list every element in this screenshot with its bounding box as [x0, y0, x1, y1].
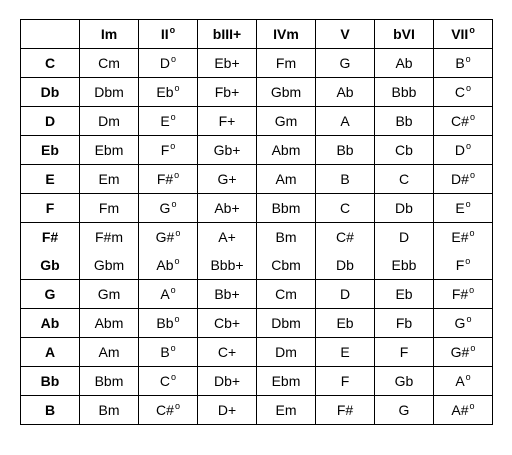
- chord-cell: [139, 107, 198, 136]
- chord-cell: G: [316, 49, 375, 78]
- chord-cell: [434, 251, 493, 280]
- key-cell: C: [21, 49, 80, 78]
- chord-cell: [434, 194, 493, 223]
- chord-cell: Dm: [80, 107, 139, 136]
- chord-cell: Ab: [375, 49, 434, 78]
- degree-header: [434, 20, 493, 49]
- diminished-symbol: o: [175, 228, 181, 238]
- chord-cell: D: [375, 223, 434, 252]
- chord-cell: Gm: [257, 107, 316, 136]
- chord-cell: C: [316, 194, 375, 223]
- degree-header: bVI: [375, 20, 434, 49]
- diminished-symbol: o: [465, 256, 471, 266]
- table-row: [21, 367, 493, 396]
- chord-cell: F#: [316, 396, 375, 425]
- chord-name: C#: [156, 402, 174, 418]
- chord-cell: [434, 280, 493, 309]
- chord-name: D: [454, 142, 466, 158]
- chord-cell: Em: [257, 396, 316, 425]
- chord-cell: [139, 396, 198, 425]
- chord-cell: C+: [198, 338, 257, 367]
- chord-name: F: [160, 142, 170, 158]
- diminished-symbol: o: [174, 83, 180, 93]
- table-row: [21, 136, 493, 165]
- degree-header: bIII+: [198, 20, 257, 49]
- chord-name: Bb: [156, 315, 174, 331]
- table-row: [21, 165, 493, 194]
- diminished-symbol: o: [466, 83, 472, 93]
- key-cell: B: [21, 396, 80, 425]
- chord-cell: Ebb: [375, 251, 434, 280]
- chord-cell: Bbb+: [198, 251, 257, 280]
- diminished-symbol: o: [174, 314, 180, 324]
- chord-cell: F#m: [80, 223, 139, 252]
- table-row: [21, 223, 493, 252]
- chord-cell: Gbm: [257, 78, 316, 107]
- chord-cell: Eb: [375, 280, 434, 309]
- chord-cell: Ebm: [257, 367, 316, 396]
- chord-cell: [434, 136, 493, 165]
- chord-cell: Bm: [80, 396, 139, 425]
- chord-name: G: [159, 200, 171, 216]
- chord-cell: [139, 251, 198, 280]
- chord-cell: C: [375, 165, 434, 194]
- table-row: [21, 280, 493, 309]
- chord-name: G: [454, 315, 466, 331]
- key-cell: Gb: [21, 251, 80, 280]
- chord-cell: E: [316, 338, 375, 367]
- diminished-symbol: o: [465, 199, 471, 209]
- chord-cell: Ab: [316, 78, 375, 107]
- chord-cell: F: [316, 367, 375, 396]
- chord-cell: Dm: [257, 338, 316, 367]
- table-row: [21, 338, 493, 367]
- chord-cell: Db: [316, 251, 375, 280]
- diminished-symbol: o: [469, 401, 475, 411]
- diminished-symbol: o: [465, 54, 471, 64]
- diminished-symbol: o: [469, 170, 475, 180]
- chord-name: E#: [451, 229, 469, 245]
- chord-name: D: [159, 55, 171, 71]
- chord-cell: Em: [80, 165, 139, 194]
- chord-cell: Bb: [316, 136, 375, 165]
- chord-cell: Fm: [80, 194, 139, 223]
- chord-cell: Cb: [375, 136, 434, 165]
- chord-cell: [434, 396, 493, 425]
- chord-cell: [139, 338, 198, 367]
- header-corner-cell: [21, 20, 80, 49]
- diminished-symbol: o: [171, 199, 177, 209]
- chord-name: A#: [451, 402, 469, 418]
- chord-cell: Bb: [375, 107, 434, 136]
- table-row: [21, 396, 493, 425]
- chord-cell: B: [316, 165, 375, 194]
- key-cell: F: [21, 194, 80, 223]
- chord-name: II: [160, 26, 169, 42]
- degree-header: V: [316, 20, 375, 49]
- table-row: [21, 309, 493, 338]
- chord-name: F#: [451, 286, 469, 302]
- key-cell: Ab: [21, 309, 80, 338]
- chord-name: VII: [451, 26, 469, 42]
- chord-name: B: [455, 55, 465, 71]
- diminished-symbol: o: [174, 170, 180, 180]
- key-cell: G: [21, 280, 80, 309]
- key-cell: F#: [21, 223, 80, 252]
- chord-name: C#: [451, 113, 469, 129]
- chord-cell: Cbm: [257, 251, 316, 280]
- chord-cell: F: [375, 338, 434, 367]
- chord-cell: [139, 309, 198, 338]
- chord-cell: D: [316, 280, 375, 309]
- chord-cell: Gm: [80, 280, 139, 309]
- chord-cell: Fb+: [198, 78, 257, 107]
- chord-cell: Bb+: [198, 280, 257, 309]
- diminished-symbol: o: [170, 285, 176, 295]
- diminished-symbol: o: [469, 25, 475, 35]
- diminished-symbol: o: [170, 141, 176, 151]
- diminished-symbol: o: [469, 285, 475, 295]
- chord-name: D#: [451, 171, 469, 187]
- diminished-symbol: o: [470, 343, 476, 353]
- chord-cell: [139, 78, 198, 107]
- degree-header: IVm: [257, 20, 316, 49]
- chord-name: F: [455, 257, 465, 273]
- key-cell: Eb: [21, 136, 80, 165]
- diminished-symbol: o: [171, 54, 177, 64]
- header-row: [21, 20, 493, 49]
- chord-cell: Gb+: [198, 136, 257, 165]
- chord-name: Ab: [156, 257, 174, 273]
- chord-name: B: [160, 344, 170, 360]
- chord-cell: [434, 223, 493, 252]
- chord-cell: [434, 338, 493, 367]
- diminished-symbol: o: [465, 372, 471, 382]
- chord-cell: Abm: [257, 136, 316, 165]
- chord-cell: [434, 165, 493, 194]
- chord-cell: Bm: [257, 223, 316, 252]
- diminished-symbol: o: [174, 401, 180, 411]
- chord-cell: [434, 367, 493, 396]
- chord-cell: [139, 367, 198, 396]
- key-cell: E: [21, 165, 80, 194]
- chord-cell: Cm: [80, 49, 139, 78]
- chord-name: E: [455, 200, 465, 216]
- chord-cell: C#: [316, 223, 375, 252]
- chord-cell: [139, 223, 198, 252]
- chord-cell: [139, 165, 198, 194]
- chord-cell: [139, 136, 198, 165]
- chord-cell: Eb: [316, 309, 375, 338]
- chord-cell: Gbm: [80, 251, 139, 280]
- chord-name: E: [160, 113, 170, 129]
- chord-cell: Fm: [257, 49, 316, 78]
- chord-cell: G+: [198, 165, 257, 194]
- chord-cell: [139, 280, 198, 309]
- chord-cell: [434, 49, 493, 78]
- chord-cell: Fb: [375, 309, 434, 338]
- key-cell: Bb: [21, 367, 80, 396]
- table-row: [21, 251, 493, 280]
- chord-cell: F+: [198, 107, 257, 136]
- chord-cell: Db+: [198, 367, 257, 396]
- chord-cell: Gb: [375, 367, 434, 396]
- chord-cell: Ab+: [198, 194, 257, 223]
- key-cell: A: [21, 338, 80, 367]
- chord-name: C: [159, 373, 171, 389]
- chord-cell: [434, 78, 493, 107]
- chord-cell: Eb+: [198, 49, 257, 78]
- chord-cell: Bbm: [257, 194, 316, 223]
- table-row: [21, 107, 493, 136]
- diminished-symbol: o: [469, 228, 475, 238]
- chord-cell: Am: [80, 338, 139, 367]
- degree-header: Im: [80, 20, 139, 49]
- chord-cell: G: [375, 396, 434, 425]
- diminished-symbol: o: [170, 343, 176, 353]
- diminished-symbol: o: [466, 141, 472, 151]
- chord-name: C: [454, 84, 466, 100]
- chord-cell: Db: [375, 194, 434, 223]
- chord-cell: [434, 107, 493, 136]
- diminished-symbol: o: [466, 314, 472, 324]
- chord-cell: Cb+: [198, 309, 257, 338]
- degree-header: [139, 20, 198, 49]
- chord-cell: [139, 49, 198, 78]
- chord-cell: Cm: [257, 280, 316, 309]
- chord-table: [20, 19, 493, 425]
- chord-table-body: [21, 20, 493, 425]
- diminished-symbol: o: [171, 372, 177, 382]
- chord-name: Eb: [156, 84, 174, 100]
- diminished-symbol: o: [170, 112, 176, 122]
- chord-cell: A: [316, 107, 375, 136]
- diminished-symbol: o: [174, 256, 180, 266]
- chord-cell: A+: [198, 223, 257, 252]
- chord-cell: D+: [198, 396, 257, 425]
- chord-cell: Dbm: [257, 309, 316, 338]
- chord-name: G#: [155, 229, 175, 245]
- chord-cell: [434, 309, 493, 338]
- chord-name: A: [160, 286, 170, 302]
- chord-name: G#: [450, 344, 470, 360]
- table-row: [21, 49, 493, 78]
- chord-cell: Bbb: [375, 78, 434, 107]
- chord-cell: Dbm: [80, 78, 139, 107]
- chord-name: F#: [156, 171, 174, 187]
- key-cell: D: [21, 107, 80, 136]
- table-row: [21, 78, 493, 107]
- table-row: [21, 194, 493, 223]
- key-cell: Db: [21, 78, 80, 107]
- chord-name: A: [455, 373, 465, 389]
- chord-cell: Am: [257, 165, 316, 194]
- chord-cell: Ebm: [80, 136, 139, 165]
- chord-cell: Abm: [80, 309, 139, 338]
- chord-cell: [139, 194, 198, 223]
- diminished-symbol: o: [469, 112, 475, 122]
- chord-cell: Bbm: [80, 367, 139, 396]
- diminished-symbol: o: [169, 25, 176, 35]
